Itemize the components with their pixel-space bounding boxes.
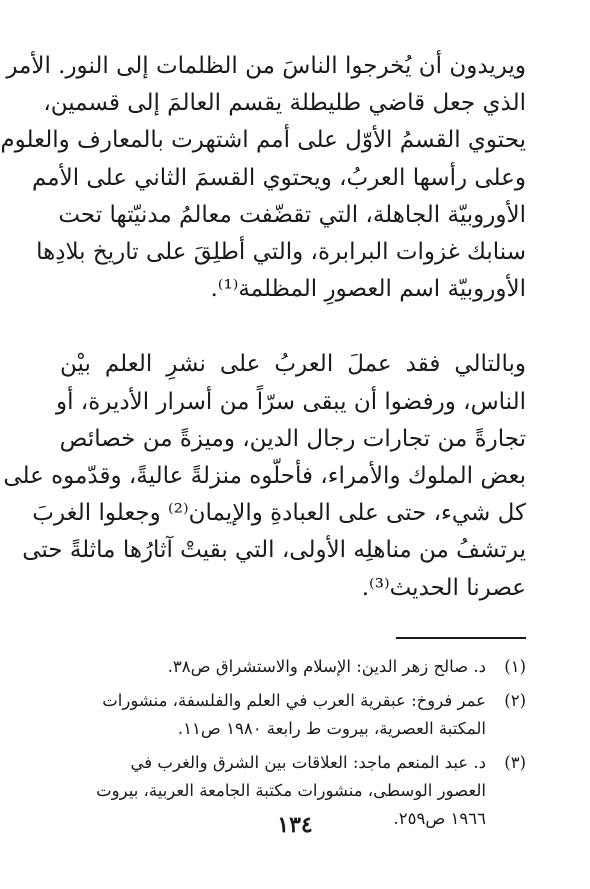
footnote-text: [60, 687, 486, 743]
paragraph-line: وبالتالي فقد عملَ العربُ على نشرِ العلم بيْن: [60, 351, 526, 378]
paragraph-line: الأوروبيّة الجاهلة، التي تقضّفت معالمُ مدنيّتها تحت: [58, 201, 526, 228]
paragraph-line: عصرنا الحديث⁽³⁾.: [361, 574, 526, 601]
footnote-text: [60, 653, 486, 681]
paragraph-line: تجارةً من تجارات رجال الدين، وميزةً من خصائص: [59, 425, 526, 452]
paragraph-line: الأوروبيّة اسم العصورِ المظلمة⁽¹⁾.: [210, 276, 526, 303]
book-page: [0, 48, 526, 839]
footnote-2: [60, 687, 526, 743]
footnote-line: د. عبد المنعم ماجد: العلاقات بين الشرق والغرب في: [130, 752, 486, 772]
paragraph-line: يحتوي القسمُ الأوّل على أمم اشتهرت بالمعارف والعلوم: [0, 127, 526, 154]
footnote-number: (١): [504, 656, 526, 676]
paragraph-spacer: [60, 308, 526, 346]
footnote-line: د. صالح زهر الدين: الإسلام والاستشراق ص٣٨.: [167, 656, 486, 676]
paragraph-line: بعض الملوك والأمراء، فأحلّوه منزلةً عاليةً، وقدّموه على: [3, 463, 526, 490]
paragraph-2: [3, 346, 526, 606]
footnote-1: [60, 653, 526, 681]
footnote-line: ١٩٦٦ ص٢٥٩.: [393, 808, 486, 828]
paragraph-line: ويريدون أن يُخرجوا الناسَ من الظلمات إلى النور. الأمر: [6, 53, 526, 79]
paragraph-line: الناس، ورفضوا أن يبقى سرّاً من أسرار الأديرة، أو: [55, 388, 526, 415]
page-number: ١٣٤: [277, 812, 313, 838]
paragraph-line: كل شيء، حتى على العبادةِ والإيمان⁽²⁾ وجعلوا الغربَ: [32, 500, 526, 527]
footnote-separator: [396, 637, 526, 639]
footnote-number: (٣): [504, 752, 526, 772]
paragraph-line: الذي جعل قاضي طليطلة يقسم العالمَ إلى قسمين،: [43, 90, 526, 117]
footnote-line: المكتبة العصرية، بيروت ط رابعة ١٩٨٠ ص١١.: [177, 718, 486, 738]
paragraph-1: [0, 48, 526, 308]
paragraph-line: سنابك غزوات البرابرة، والتي أطلِقَ على تاريخ بلادِها: [36, 239, 526, 266]
paragraph-line: يرتشفُ من مناهلِه الأولى، التي بقيتْ آثارُها ماثلةً حتى: [22, 537, 526, 564]
footnotes: [60, 653, 526, 833]
paragraph-line: وعلى رأسها العربُ، ويحتوي القسمَ الثاني على الأمم: [31, 164, 526, 191]
footnote-line: العصور الوسطى، منشورات مكتبة الجامعة العربية، بيروت: [96, 780, 486, 800]
footnote-number: (٢): [504, 690, 526, 710]
footnote-line: عمر فروخ: عبقرية العرب في العلم والفلسفة، منشورات: [102, 690, 486, 710]
